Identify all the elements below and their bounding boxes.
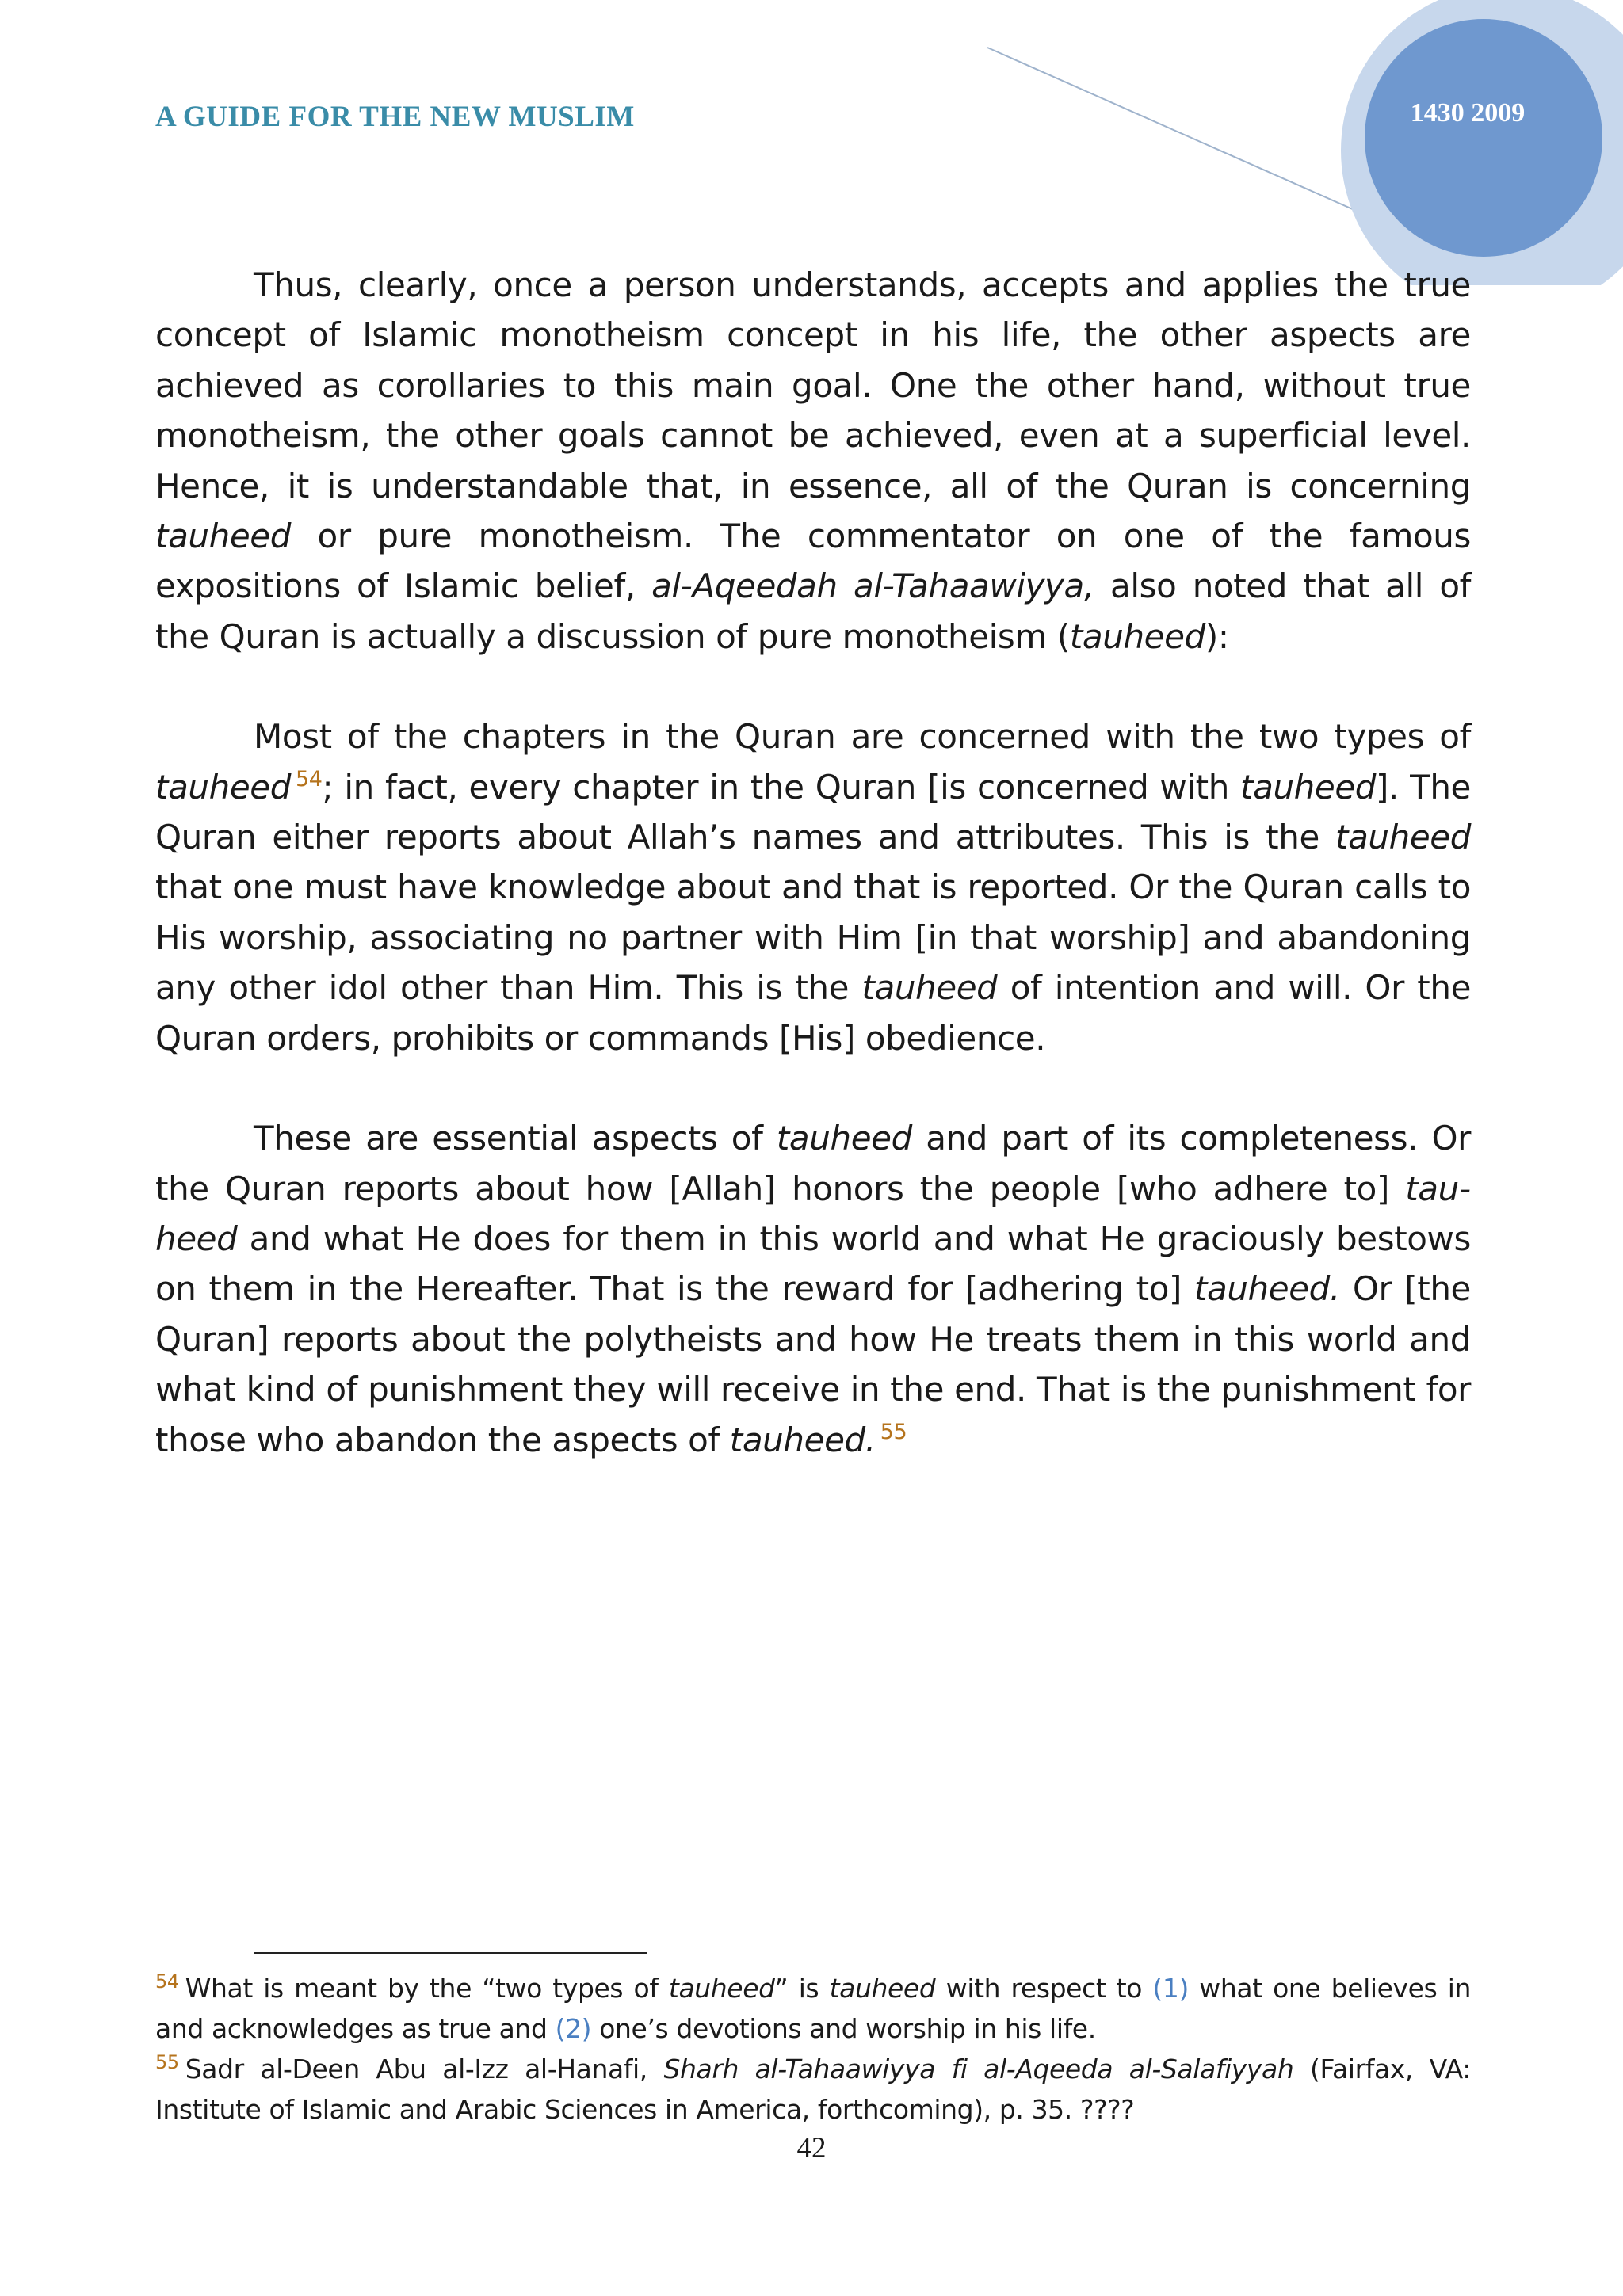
text-run: ): — [1205, 616, 1229, 656]
text-run: Or [the Quran] reports about the polytheists and how He treats them in this world and what kind of punishment they will receive in the end. That is the punishment for those who abandon the aspects of — [155, 1269, 1471, 1459]
footnote-number: 54 — [155, 1970, 179, 1993]
running-header-title: A GUIDE FOR THE NEW MUSLIM — [155, 101, 635, 133]
italic-term: tauheed — [1069, 616, 1205, 656]
footnote-54 — [155, 1968, 1471, 2049]
italic-term: tauheed — [668, 1973, 775, 2004]
italic-term: tauheed — [155, 517, 291, 556]
italic-term: tauheed — [776, 1119, 912, 1158]
italic-term: tauheed — [155, 1169, 1471, 1258]
italic-book-title: al-Aqeedah al-Tahaawiyya, — [651, 566, 1094, 606]
text-run: one’s devotions and worship in his life. — [591, 2013, 1096, 2044]
list-marker-link[interactable]: (2) — [555, 2013, 592, 2044]
text-run: or pure monotheism. The commentator on one of the famous expositions of Islamic belief, — [155, 517, 1471, 606]
italic-book-title: Sharh al-Tahaawiyya fi al-Aqeeda al-Salafiyyah — [663, 2054, 1294, 2084]
text-run: with respect to — [935, 1973, 1153, 2004]
italic-term: tauheed — [1240, 767, 1377, 807]
list-marker-link[interactable]: (1) — [1152, 1973, 1189, 2004]
footnote-number: 55 — [155, 2051, 179, 2073]
italic-term: tauheed — [861, 968, 998, 1008]
paragraph-2-quote — [155, 711, 1471, 1063]
text-run: Thus, clearly, once a person understands, accepts and applies the true concept of Islamic monotheism concept in his life, the other aspects are achieved as corollaries to this main goal. One the other hand, without true monotheism, the other goals cannot be achieved, even at a superficial level. Hence, it is understandable that, in essence, all of the Quran is concerning — [155, 265, 1471, 505]
text-run: also noted that all of the Quran is actually a discussion of pure monotheism ( — [155, 566, 1471, 656]
footnote-reference-55[interactable]: 55 — [880, 1419, 907, 1444]
running-header-year: 1430 2009 — [1410, 98, 1526, 128]
text-run: ]. The Quran either reports about Allah’s names and attributes. This is the — [155, 767, 1471, 857]
italic-term: tauheed. — [1193, 1269, 1340, 1309]
footnote-55 — [155, 2049, 1471, 2130]
text-run: Sadr al-Deen Abu al-Izz al-Hanafi, — [185, 2054, 664, 2084]
page-number: 42 — [796, 2132, 827, 2164]
italic-term: tauheed — [1335, 818, 1471, 857]
paragraph-3-quote — [155, 1113, 1471, 1465]
text-run: Most of the chapters in the Quran are concerned with the two types of — [254, 717, 1471, 757]
text-run: These are essential aspects of — [254, 1119, 777, 1158]
footnote-separator — [254, 1952, 647, 1954]
text-run: (Fairfax, VA: Institute of Islamic and Arabic Sciences in America, forthcoming), p. 35. ???? — [155, 2054, 1471, 2125]
italic-term: tauheed — [155, 767, 291, 807]
body-text — [155, 260, 1471, 1465]
text-run: that one must have knowledge about and that is reported. Or the Quran calls to His worship, associating no partner with Him [in that worship] and abandoning any other idol other than Him. This is the — [155, 868, 1471, 1008]
text-run: ; in fact, every chapter in the Quran [is concerned with — [322, 767, 1241, 807]
footnotes — [155, 1968, 1471, 2130]
text-run: and part of its completeness. Or the Quran reports about how [Allah] honors the people [who adhere to] — [155, 1119, 1471, 1208]
text-run: and what He does for them in this world and what He graciously bestows on them in the Hereafter. That is the reward for [adhering to] — [155, 1219, 1471, 1309]
italic-term: tauheed. — [729, 1420, 876, 1459]
paragraph-1 — [155, 260, 1471, 662]
footnote-reference-54[interactable]: 54 — [295, 766, 323, 791]
text-run: what one believes in and acknowledges as true and — [155, 1973, 1472, 2044]
text-run: What is meant by the “two types of — [185, 1973, 669, 2004]
italic-term: tauheed — [829, 1973, 936, 2004]
text-run: of intention and will. Or the Quran orders, prohibits or commands [His] obedience. — [155, 968, 1472, 1058]
header-decoration — [0, 0, 1623, 285]
text-run: ” is — [774, 1973, 830, 2004]
